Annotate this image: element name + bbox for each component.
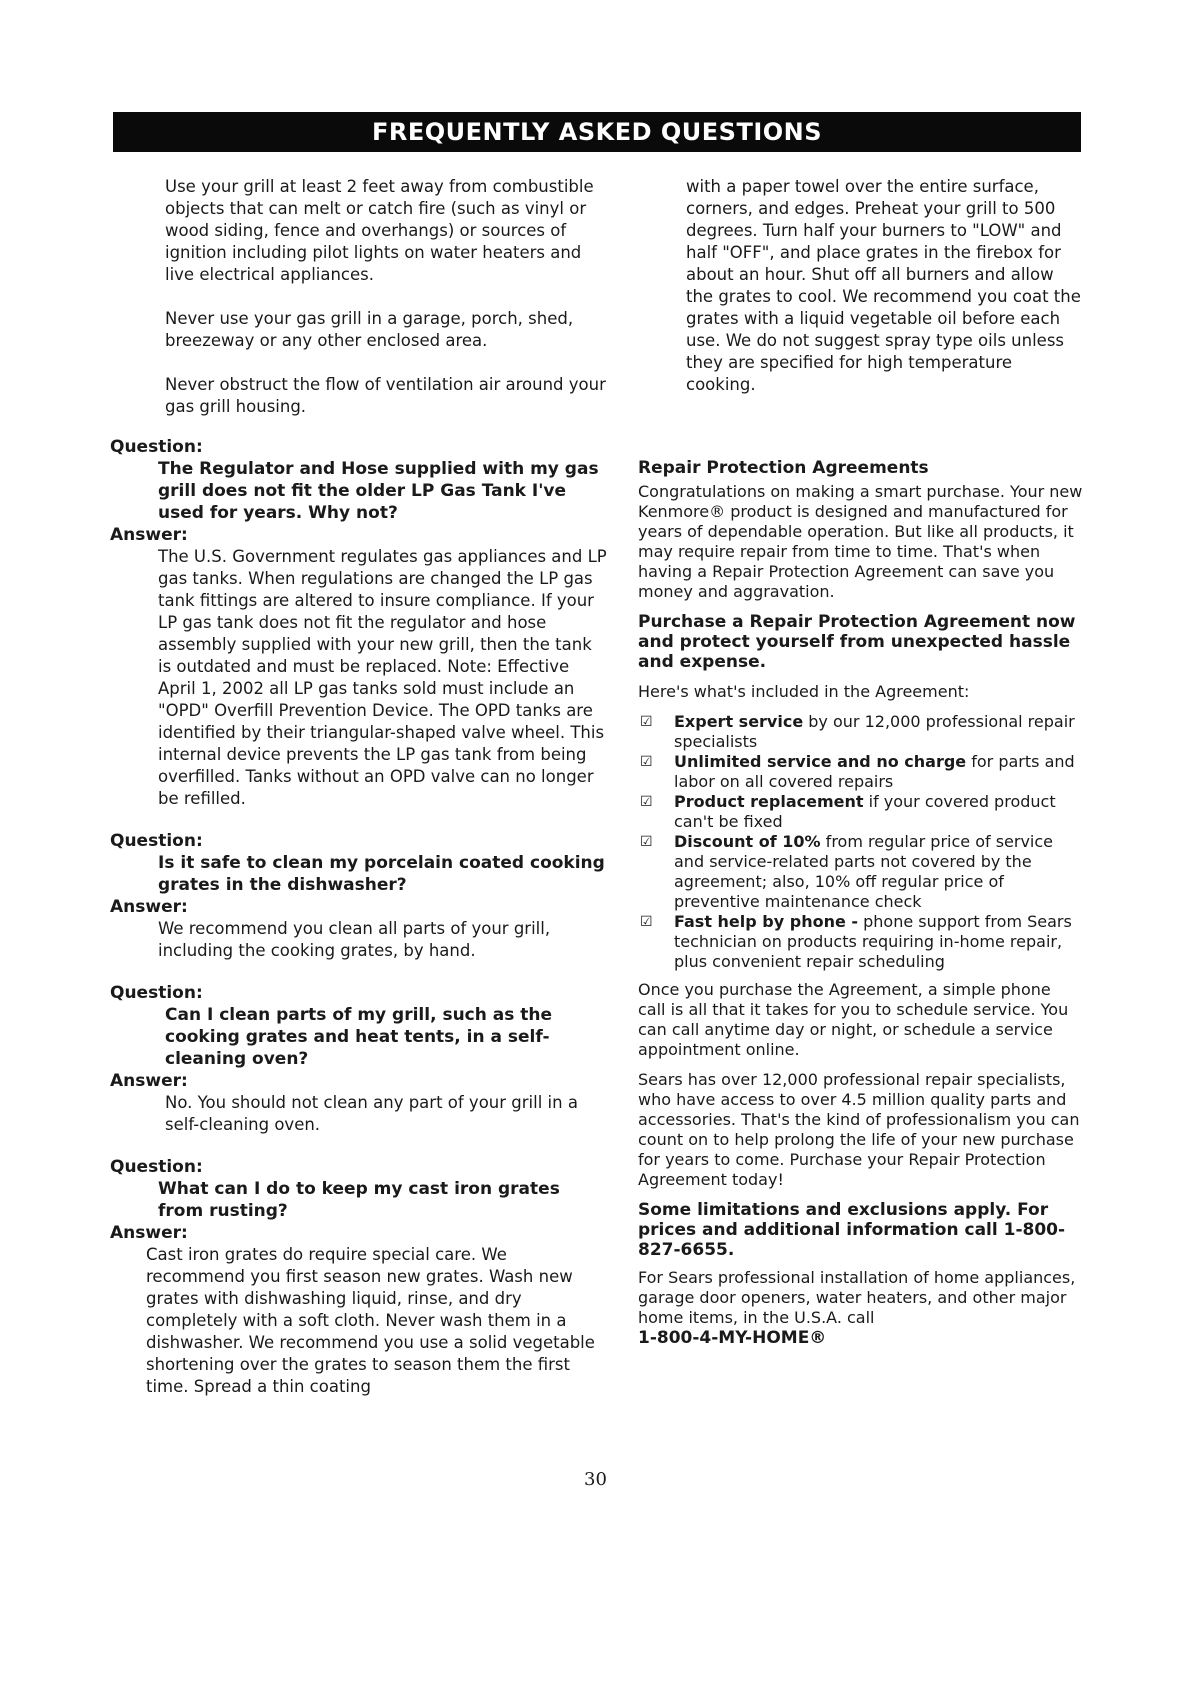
installation-phone: 1-800-4-MY-HOME® [638,1328,827,1348]
answer-text: Cast iron grates do require special care. We recommend you first season new grates. Wash new grates with dishwashing liquid, rinse, and dry completely with a soft cloth. Never wash them in a dishwasher. We recommend you use a solid vegetable shortening over the grates to season them the first time. Spread a thin coating [146,1245,595,1396]
installation-paragraph: For Sears professional installation of home appliances, garage door openers, water heaters, and other major home items, in the U.S.A. call [638,1268,1076,1327]
benefit-item [638,752,1083,792]
once-purchase-paragraph: Once you purchase the Agreement, a simple phone call is all that it takes for you to schedule service. You can call anytime day or night, or schedule a service appointment online. [638,980,1069,1059]
rpa-title: Repair Protection Agreements [638,458,929,478]
answer-text: The U.S. Government regulates gas appliances and LP gas tanks. When regulations are changed the LP gas tank fittings are altered to insure compliance. If your LP gas tank does not fit the regulator and hose assembly supplied with your new grill, then the tank is outdated and must be replaced. Note: Effective April 1, 2002 all LP gas tanks sold must include an "OPD" Overfill Prevention Device. The OPD tanks are identified by their triangular-shaped valve wheel. This internal device prevents the LP gas tank from being overfilled. Tanks without an OPD valve can no longer be refilled. [158,547,607,808]
question-label: Question: [110,831,203,851]
benefit-title: Discount of 10% [674,832,821,851]
question-text: Can I clean parts of my grill, such as the cooking grates and heat tents, in a self-cleaning oven? [165,1005,553,1069]
checkbox-icon: ☑ [640,714,653,730]
answer-label: Answer: [110,525,188,545]
benefit-text: phone support from Sears technician on products requiring in-home repair, plus convenient repair scheduling [674,912,1072,971]
question-text: What can I do to keep my cast iron grates from rusting? [158,1179,560,1221]
answer-label: Answer: [110,1071,188,1091]
benefit-title: Fast help by phone - [674,912,859,931]
benefit-title: Product replacement [674,792,864,811]
answer-text: No. You should not clean any part of your grill in a self-cleaning oven. [165,1093,578,1134]
checkbox-icon: ☑ [640,834,653,850]
included-intro: Here's what's included in the Agreement: [638,682,970,701]
right-column [638,176,1083,1348]
checkbox-icon: ☑ [640,754,653,770]
benefit-text: for parts and labor on all covered repairs [674,752,1075,791]
intro-paragraph: Never obstruct the flow of ventilation air around your gas grill housing. [165,375,606,416]
sears-paragraph: Sears has over 12,000 professional repair specialists, who have access to over 4.5 million quality parts and accessories. That's the kind of professionalism you can count on to help prolong the life of your new purchase for years to come. Purchase your Repair Protection Agreement today! [638,1070,1080,1189]
intro-paragraph: Use your grill at least 2 feet away from combustible objects that can melt or catch fire (such as vinyl or wood siding, fence and overhangs) or sources of ignition including pilot lights on water heaters and live electrical appliances. [165,177,594,284]
page-title-banner: FREQUENTLY ASKED QUESTIONS [113,112,1081,152]
answer-label: Answer: [110,1223,188,1243]
benefit-text: from regular price of service and service-related parts not covered by the agreement; also, 10% off regular price of preventive maintenance check [674,832,1054,911]
benefit-text: if your covered product can't be fixed [674,792,1056,831]
intro-paragraph: Never use your gas grill in a garage, porch, shed, breezeway or any other enclosed area. [165,309,574,350]
continued-answer-text: with a paper towel over the entire surface, corners, and edges. Preheat your grill to 500 degrees. Turn half your burners to "LOW" and half "OFF", and place grates in the firebox for about an hour. Shut off all burners and allow the grates to cool. We recommend you coat the grates with a liquid vegetable oil before each use. We do not suggest spray type oils unless they are specified for high temperature cooking. [686,177,1081,394]
answer-label: Answer: [110,897,188,917]
benefit-title: Expert service [674,712,804,731]
page-number: 30 [584,1469,607,1490]
benefit-item [638,832,1083,912]
left-column [110,176,610,1398]
question-label: Question: [110,437,203,457]
benefits-list [638,712,1083,972]
benefit-item [638,712,1083,752]
benefit-title: Unlimited service and no charge [674,752,967,771]
benefit-item [638,912,1083,972]
benefit-text: by our 12,000 professional repair specialists [674,712,1075,751]
answer-text: We recommend you clean all parts of your grill, including the cooking grates, by hand. [158,919,551,960]
question-label: Question: [110,983,203,1003]
benefit-item [638,792,1083,832]
question-text: The Regulator and Hose supplied with my gas grill does not fit the older LP Gas Tank I've used for years. Why not? [158,459,599,523]
checkbox-icon: ☑ [640,914,653,930]
rpa-intro: Congratulations on making a smart purchase. Your new Kenmore® product is designed and manufactured for years of dependable operation. But like all products, it may require repair from time to time. That's when having a Repair Protection Agreement can save you money and aggravation. [638,482,1083,601]
question-label: Question: [110,1157,203,1177]
question-text: Is it safe to clean my porcelain coated cooking grates in the dishwasher? [158,853,605,895]
limitations-heading: Some limitations and exclusions apply. For prices and additional information call 1-800-827-6655. [638,1200,1066,1260]
checkbox-icon: ☑ [640,794,653,810]
purchase-heading: Purchase a Repair Protection Agreement now and protect yourself from unexpected hassle and expense. [638,612,1076,672]
